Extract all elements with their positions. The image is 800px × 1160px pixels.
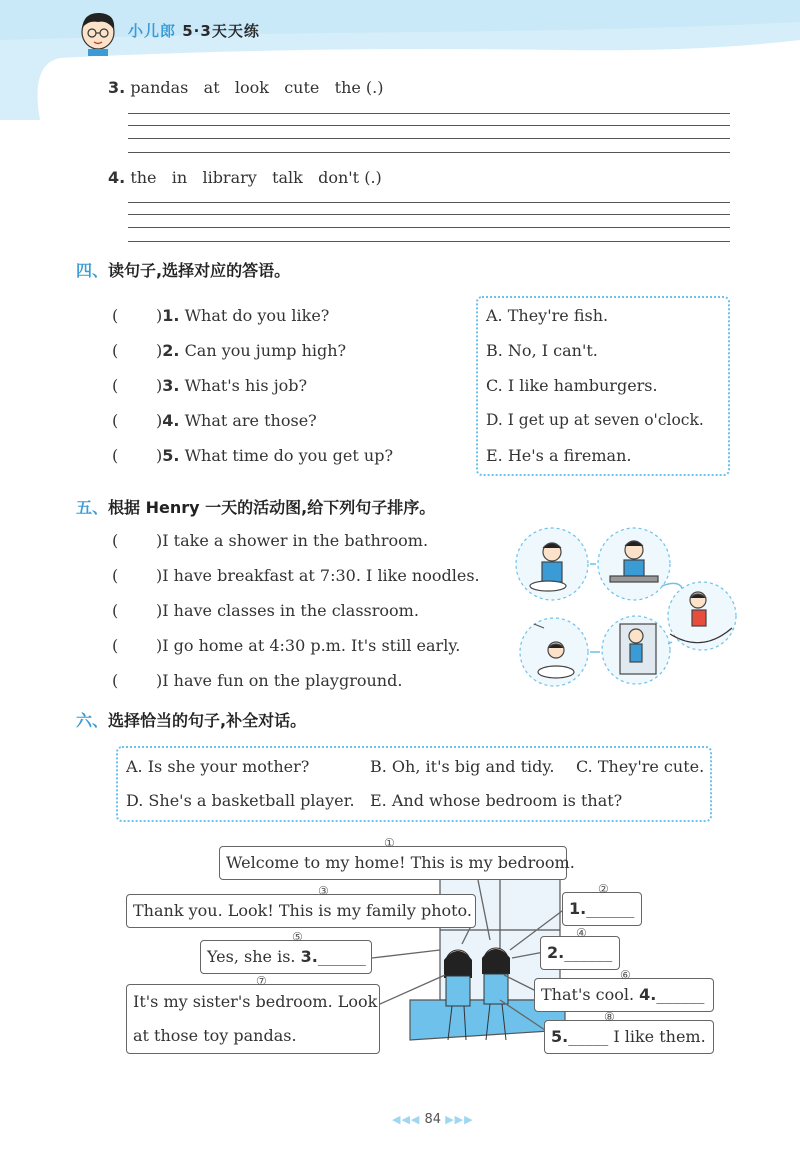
dialog-option-e: E. And whose bedroom is that? bbox=[370, 791, 623, 810]
section-5-title: 五、根据 Henry 一天的活动图,给下列句子排序。 bbox=[76, 498, 436, 517]
bubble-1: Welcome to my home! This is my bedroom. bbox=[219, 846, 567, 880]
match-question: ( )2. Can you jump high? bbox=[112, 341, 347, 360]
write-line[interactable] bbox=[128, 241, 730, 242]
marker-2: ② bbox=[598, 882, 609, 896]
write-line[interactable] bbox=[128, 113, 730, 114]
write-line[interactable] bbox=[128, 152, 730, 153]
order-item: ( )I have classes in the classroom. bbox=[112, 601, 419, 620]
marker-1: ① bbox=[384, 836, 395, 850]
classroom-scene bbox=[598, 528, 670, 600]
write-line[interactable] bbox=[128, 202, 730, 203]
bubble-6: That's cool. 4.______ bbox=[534, 978, 714, 1012]
left-arrows-icon: ◀◀◀ bbox=[392, 1113, 421, 1126]
home-scene bbox=[602, 616, 670, 684]
blank-1[interactable]: ______ bbox=[586, 899, 635, 918]
option-e: E. He's a fireman. bbox=[486, 446, 632, 465]
option-d: D. I get up at seven o'clock. bbox=[486, 411, 704, 429]
order-item: ( )I have fun on the playground. bbox=[112, 671, 403, 690]
marker-7: ⑦ bbox=[256, 974, 267, 988]
match-question: ( )1. What do you like? bbox=[112, 306, 330, 325]
write-line[interactable] bbox=[128, 125, 730, 126]
marker-8: ⑧ bbox=[604, 1010, 615, 1024]
bubble-2: 1.______ bbox=[562, 892, 642, 926]
write-line[interactable] bbox=[128, 138, 730, 139]
dialog-option-b: B. Oh, it's big and tidy. bbox=[370, 757, 555, 776]
bubble-5: Yes, she is. 3.______ bbox=[200, 940, 372, 974]
match-question: ( )5. What time do you get up? bbox=[112, 446, 394, 465]
marker-6: ⑥ bbox=[620, 968, 631, 982]
option-c: C. I like hamburgers. bbox=[486, 376, 658, 395]
bubble-7: It's my sister's bedroom. Look at those toy pandas. bbox=[126, 984, 380, 1054]
blank-4[interactable]: ______ bbox=[656, 985, 705, 1004]
section-6-title: 六、选择恰当的句子,补全对话。 bbox=[76, 711, 307, 730]
bubble-8: 5._____ I like them. bbox=[544, 1020, 714, 1054]
brand-title bbox=[128, 20, 260, 41]
blank-5[interactable]: _____ bbox=[568, 1027, 609, 1046]
bubble-3: Thank you. Look! This is my family photo. bbox=[126, 894, 476, 928]
option-b: B. No, I can't. bbox=[486, 341, 598, 360]
blank-3[interactable]: ______ bbox=[317, 947, 366, 966]
write-line[interactable] bbox=[128, 227, 730, 228]
henry-activity-illustration bbox=[510, 524, 738, 690]
match-question: ( )4. What are those? bbox=[112, 411, 317, 430]
series-name: 5·3天天练 bbox=[182, 22, 260, 40]
page-number-footer bbox=[392, 1112, 474, 1127]
marker-5: ⑤ bbox=[292, 930, 303, 944]
order-item: ( )I go home at 4:30 p.m. It's still early. bbox=[112, 636, 461, 655]
shower-scene bbox=[520, 618, 588, 686]
dialog-option-c: C. They're cute. bbox=[576, 757, 705, 776]
question-4: 4. the in library talk don't (.) bbox=[108, 168, 382, 187]
marker-4: ④ bbox=[576, 926, 587, 940]
section-4-title: 四、读句子,选择对应的答语。 bbox=[76, 261, 291, 280]
blank-2[interactable]: ______ bbox=[564, 943, 613, 962]
page-number: 84 bbox=[424, 1112, 442, 1127]
playground-scene bbox=[668, 582, 736, 650]
bubble-4: 2.______ bbox=[540, 936, 620, 970]
order-item: ( )I take a shower in the bathroom. bbox=[112, 531, 429, 550]
brand-name: 小儿郎 bbox=[128, 22, 177, 40]
dialog-option-d: D. She's a basketball player. bbox=[126, 791, 355, 810]
option-a: A. They're fish. bbox=[486, 306, 609, 325]
marker-3: ③ bbox=[318, 884, 329, 898]
write-line[interactable] bbox=[128, 214, 730, 215]
breakfast-scene bbox=[516, 528, 588, 600]
order-item: ( )I have breakfast at 7:30. I like noodles. bbox=[112, 566, 480, 585]
right-arrows-icon: ▶▶▶ bbox=[445, 1113, 474, 1126]
match-question: ( )3. What's his job? bbox=[112, 376, 308, 395]
boy-mascot-icon bbox=[72, 8, 124, 56]
dialog-option-a: A. Is she your mother? bbox=[126, 757, 310, 776]
question-3: 3. pandas at look cute the (.) bbox=[108, 78, 384, 97]
